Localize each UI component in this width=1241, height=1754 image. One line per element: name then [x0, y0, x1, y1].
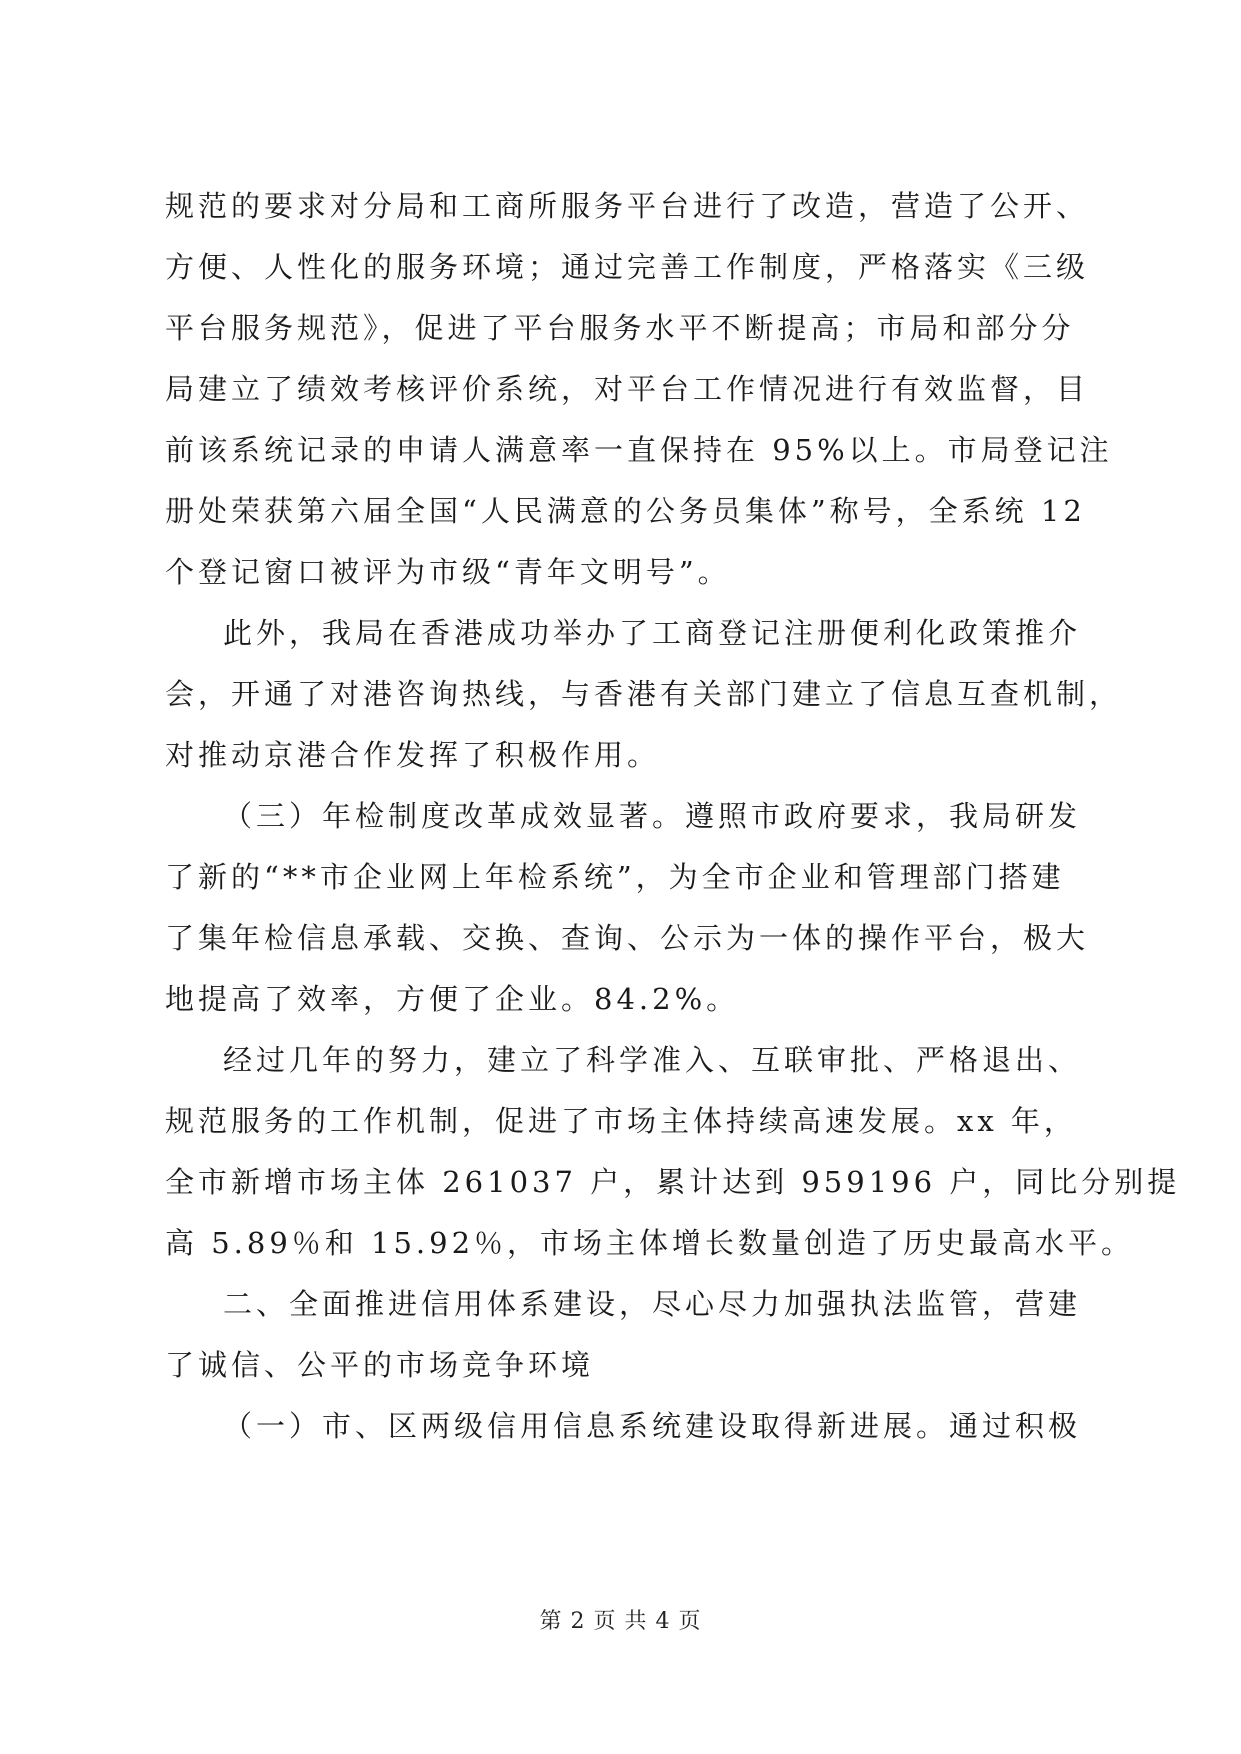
text-line: 前该系统记录的申请人满意率一直保持在 95%以上。市局登记注 — [165, 433, 1113, 467]
text-line: 了新的“**市企业网上年检系统”，为全市企业和管理部门搭建 — [165, 860, 1065, 894]
text-line: 局建立了绩效考核评价系统，对平台工作情况进行有效监督，目 — [165, 372, 1090, 406]
text-line: 个登记窗口被评为市级“青年文明号”。 — [165, 555, 731, 589]
text-line: 方便、人性化的服务环境；通过完善工作制度，严格落实《三级 — [165, 250, 1090, 284]
page-footer: 第 2 页 共 4 页 — [539, 1609, 702, 1634]
text-line: 二、全面推进信用体系建设，尽心尽力加强执法监管，营建 — [223, 1287, 1082, 1321]
text-line: 地提高了效率，方便了企业。84.2%。 — [165, 982, 740, 1016]
text-line: 会，开通了对港咨询热线，与香港有关部门建立了信息互查机制， — [165, 677, 1123, 711]
text-line: （一）市、区两级信用信息系统建设取得新进展。通过积极 — [223, 1409, 1082, 1443]
text-line: 了集年检信息承载、交换、查询、公示为一体的操作平台，极大 — [165, 921, 1090, 955]
text-line: 高 5.89％和 15.92％，市场主体增长数量创造了历史最高水平。 — [165, 1226, 1135, 1260]
text-line: 了诚信、公平的市场竞争环境 — [165, 1348, 595, 1382]
text-line: 册处荣获第六届全国“人民满意的公务员集体”称号，全系统 12 — [165, 494, 1086, 528]
text-line: （三）年检制度改革成效显著。遵照市政府要求，我局研发 — [223, 799, 1082, 833]
text-line: 全市新增市场主体 261037 户，累计达到 959196 户，同比分别提 — [165, 1165, 1181, 1199]
text-line: 规范的要求对分局和工商所服务平台进行了改造，营造了公开、 — [165, 189, 1090, 223]
document-body — [165, 176, 1181, 1457]
text-line: 平台服务规范》，促进了平台服务水平不断提高；市局和部分分 — [165, 311, 1075, 345]
text-line: 对推动京港合作发挥了积极作用。 — [165, 738, 661, 772]
text-line: 此外，我局在香港成功举办了工商登记注册便利化政策推介 — [223, 616, 1082, 650]
text-line: 经过几年的努力，建立了科学准入、互联审批、严格退出、 — [223, 1043, 1082, 1077]
text-line: 规范服务的工作机制，促进了市场主体持续高速发展。xx 年， — [165, 1104, 1077, 1138]
